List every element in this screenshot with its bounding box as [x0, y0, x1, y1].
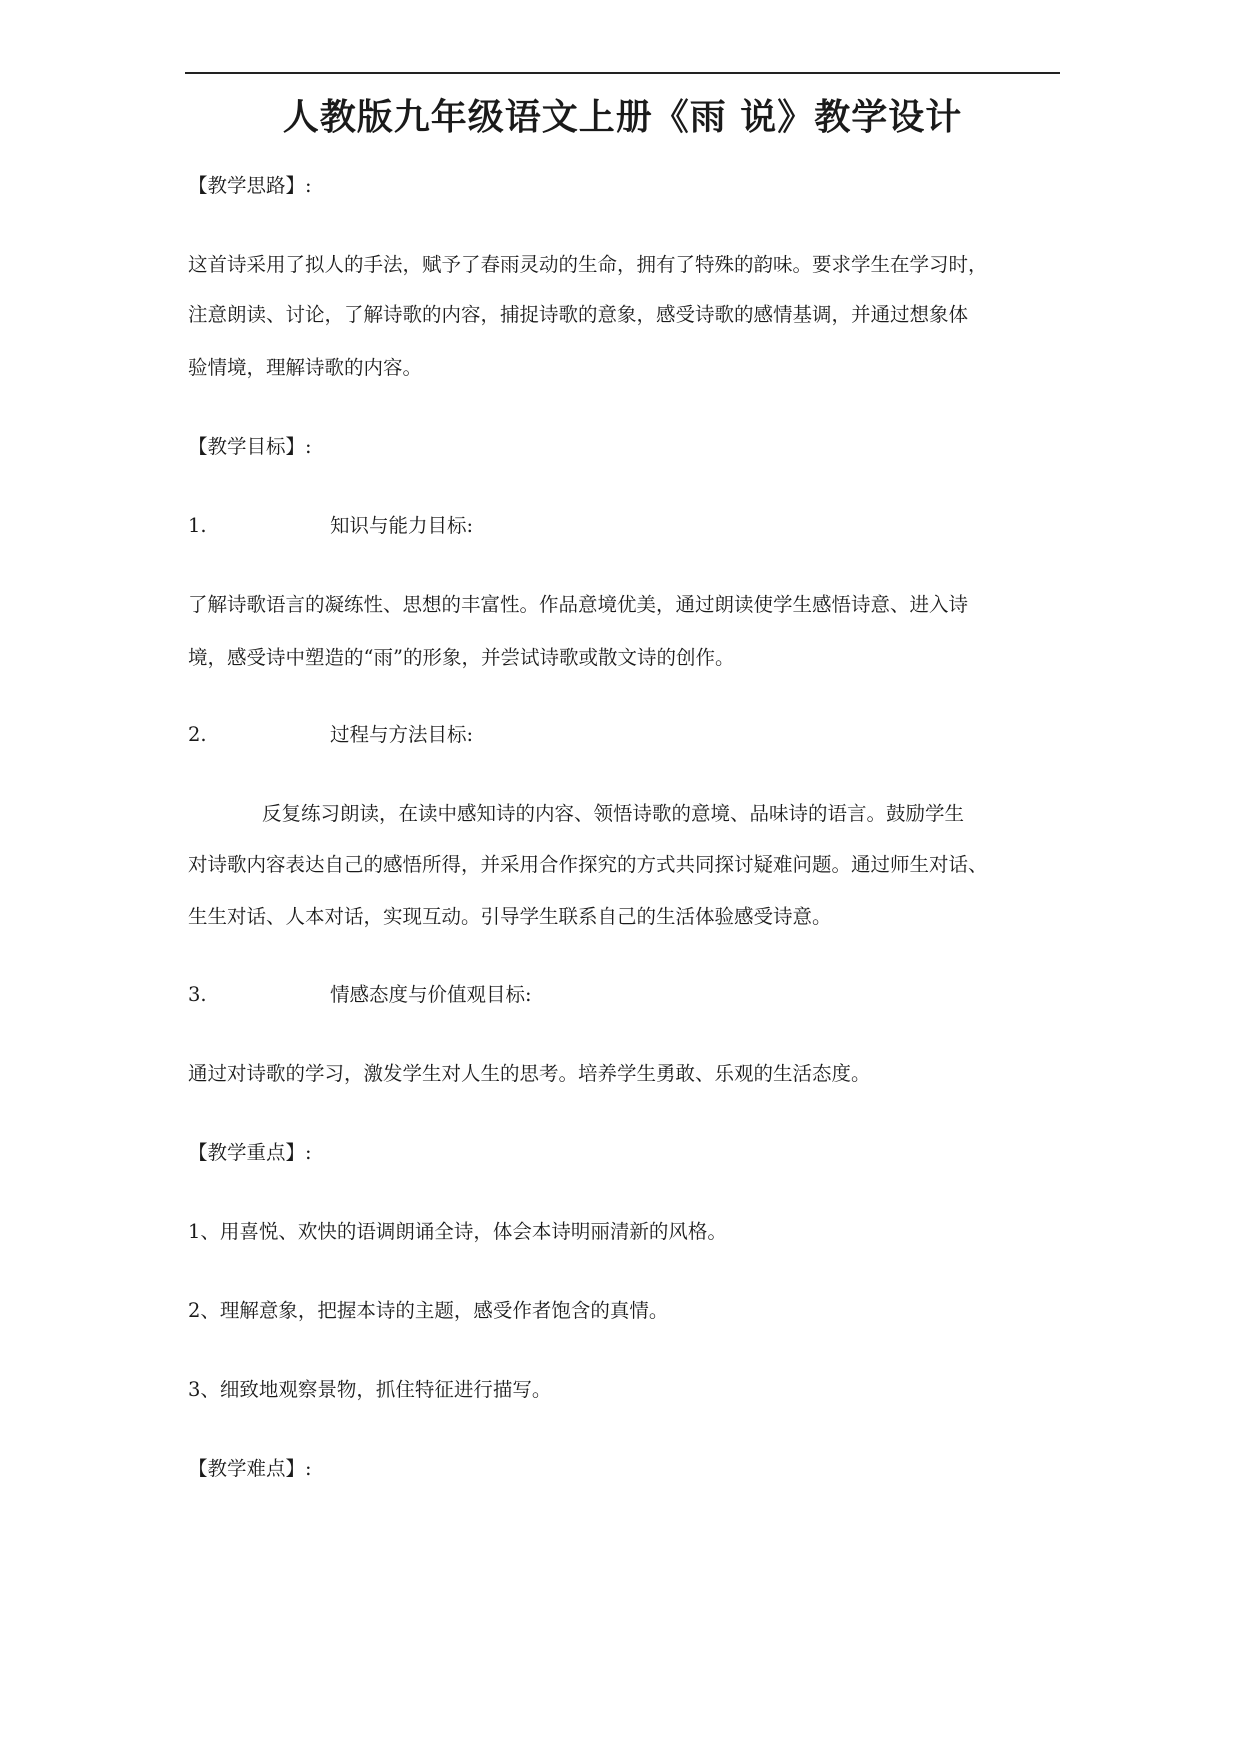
goal1-number: 1. — [188, 514, 207, 537]
key-points-heading: 【教学重点】: — [188, 1141, 312, 1164]
approach-heading: 【教学思路】: — [188, 174, 312, 197]
goal1-label: 知识与能力目标: — [330, 514, 474, 537]
approach-line-2: 注意朗读、讨论，了解诗歌的内容，捕捉诗歌的意象，感受诗歌的感情基调，并通过想象体 — [188, 303, 969, 326]
goal2-number: 2. — [188, 723, 207, 746]
goals-heading: 【教学目标】: — [188, 435, 312, 458]
goal1-line-1: 了解诗歌语言的凝练性、思想的丰富性。作品意境优美，通过朗读使学生感悟诗意、进入诗 — [188, 593, 969, 616]
goal2-line-1: 反复练习朗读，在读中感知诗的内容、领悟诗歌的意境、品味诗的语言。鼓励学生 — [262, 802, 965, 825]
key-point-1: 1、用喜悦、欢快的语调朗诵全诗，体会本诗明丽清新的风格。 — [188, 1220, 727, 1243]
difficulties-heading: 【教学难点】: — [188, 1457, 312, 1480]
header-rule — [185, 72, 1060, 74]
goal2-label: 过程与方法目标: — [330, 723, 474, 746]
goal3-label: 情感态度与价值观目标: — [330, 983, 532, 1006]
goal1-line-2: 境，感受诗中塑造的“雨”的形象，并尝试诗歌或散文诗的创作。 — [188, 646, 735, 669]
approach-line-1: 这首诗采用了拟人的手法，赋予了春雨灵动的生命，拥有了特殊的韵味。要求学生在学习时， — [188, 253, 988, 276]
document-title: 人教版九年级语文上册《雨 说》教学设计 — [282, 97, 963, 138]
goal3-number: 3. — [188, 983, 207, 1006]
key-point-3: 3、细致地观察景物，抓住特征进行描写。 — [188, 1378, 552, 1401]
goal2-line-2: 对诗歌内容表达自己的感悟所得，并采用合作探究的方式共同探讨疑难问题。通过师生对话、 — [188, 853, 988, 876]
approach-line-3: 验情境，理解诗歌的内容。 — [188, 356, 423, 379]
goal3-line-1: 通过对诗歌的学习，激发学生对人生的思考。培养学生勇敢、乐观的生活态度。 — [188, 1062, 871, 1085]
goal2-line-3: 生生对话、人本对话，实现互动。引导学生联系自己的生活体验感受诗意。 — [188, 905, 832, 928]
key-point-2: 2、理解意象，把握本诗的主题，感受作者饱含的真情。 — [188, 1299, 669, 1322]
